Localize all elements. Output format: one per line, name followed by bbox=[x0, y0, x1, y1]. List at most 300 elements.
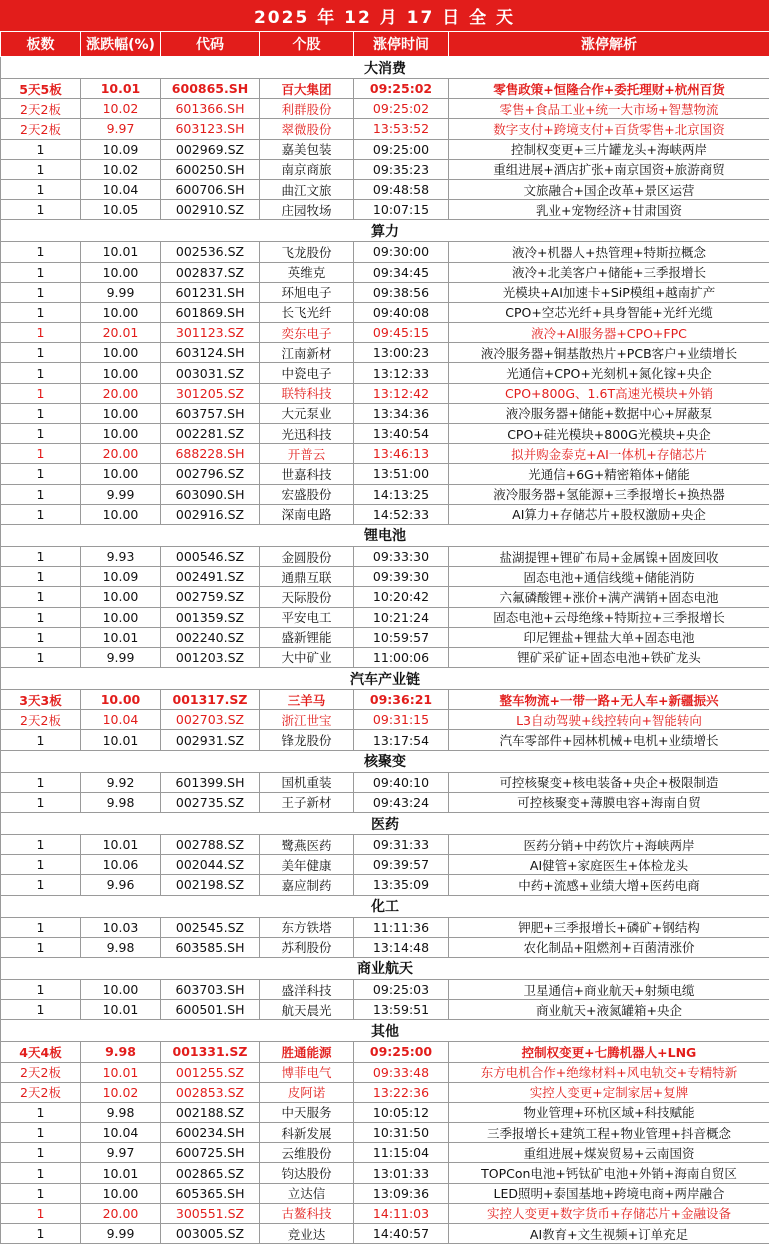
table-row bbox=[1, 567, 769, 587]
board-cell: 1 bbox=[1, 1000, 81, 1020]
limit-time-cell: 09:35:23 bbox=[354, 159, 449, 179]
table-row bbox=[1, 792, 769, 812]
limit-time-cell: 14:11:03 bbox=[354, 1203, 449, 1223]
change-cell: 10.01 bbox=[81, 627, 161, 647]
stock-name-cell: 锋龙股份 bbox=[260, 730, 354, 750]
table-row bbox=[1, 282, 769, 302]
stock-name-cell: 东方铁塔 bbox=[260, 917, 354, 937]
analysis-cell: 数字支付+跨境支付+百货零售+北京国资 bbox=[449, 119, 769, 139]
board-cell: 2天2板 bbox=[1, 119, 81, 139]
stock-name-cell: 国机重装 bbox=[260, 772, 354, 792]
change-cell: 10.01 bbox=[81, 730, 161, 750]
table-row bbox=[1, 647, 769, 667]
table-row bbox=[1, 79, 769, 99]
board-cell: 1 bbox=[1, 363, 81, 383]
section-header-row bbox=[1, 895, 769, 917]
analysis-cell: 液冷+北美客户+储能+三季报增长 bbox=[449, 262, 769, 282]
board-cell: 1 bbox=[1, 302, 81, 322]
table-row bbox=[1, 1203, 769, 1223]
section-title: 医药 bbox=[1, 813, 769, 835]
code-cell: 002910.SZ bbox=[161, 200, 260, 220]
code-cell: 603123.SH bbox=[161, 119, 260, 139]
change-cell: 10.02 bbox=[81, 99, 161, 119]
code-cell: 601399.SH bbox=[161, 772, 260, 792]
table-row bbox=[1, 1143, 769, 1163]
code-cell: 605365.SH bbox=[161, 1183, 260, 1203]
analysis-cell: 文旅融合+国企改革+景区运营 bbox=[449, 179, 769, 199]
code-cell: 002188.SZ bbox=[161, 1102, 260, 1122]
change-cell: 10.00 bbox=[81, 587, 161, 607]
section-title: 算力 bbox=[1, 220, 769, 242]
table-row bbox=[1, 242, 769, 262]
board-cell: 1 bbox=[1, 323, 81, 343]
analysis-cell: 光通信+CPO+光刻机+氮化镓+央企 bbox=[449, 363, 769, 383]
table-row bbox=[1, 119, 769, 139]
change-cell: 20.00 bbox=[81, 444, 161, 464]
change-cell: 10.00 bbox=[81, 403, 161, 423]
table-row bbox=[1, 587, 769, 607]
code-cell: 600865.SH bbox=[161, 79, 260, 99]
code-cell: 002703.SZ bbox=[161, 710, 260, 730]
limit-time-cell: 09:25:02 bbox=[354, 99, 449, 119]
board-cell: 1 bbox=[1, 343, 81, 363]
analysis-cell: 汽车零部件+园林机械+电机+业绩增长 bbox=[449, 730, 769, 750]
limit-time-cell: 14:52:33 bbox=[354, 504, 449, 524]
table-row bbox=[1, 484, 769, 504]
stock-name-cell: 胜通能源 bbox=[260, 1042, 354, 1062]
stock-name-cell: 钧达股份 bbox=[260, 1163, 354, 1183]
board-cell: 5天5板 bbox=[1, 79, 81, 99]
board-cell: 1 bbox=[1, 546, 81, 566]
limit-time-cell: 09:38:56 bbox=[354, 282, 449, 302]
limit-time-cell: 09:33:30 bbox=[354, 546, 449, 566]
stock-name-cell: 云维股份 bbox=[260, 1143, 354, 1163]
analysis-cell: 重组进展+煤炭贸易+云南国资 bbox=[449, 1143, 769, 1163]
analysis-cell: 固态电池+通信线缆+储能消防 bbox=[449, 567, 769, 587]
stock-name-cell: 大中矿业 bbox=[260, 647, 354, 667]
table-row bbox=[1, 179, 769, 199]
change-cell: 9.97 bbox=[81, 1143, 161, 1163]
analysis-cell: 物业管理+环杭区域+科技赋能 bbox=[449, 1102, 769, 1122]
limit-time-cell: 14:13:25 bbox=[354, 484, 449, 504]
code-cell: 001359.SZ bbox=[161, 607, 260, 627]
limit-time-cell: 09:45:15 bbox=[354, 323, 449, 343]
code-cell: 301205.SZ bbox=[161, 383, 260, 403]
code-cell: 603124.SH bbox=[161, 343, 260, 363]
analysis-cell: 印尼锂盐+锂盐大单+固态电池 bbox=[449, 627, 769, 647]
table-row bbox=[1, 1224, 769, 1244]
table-row bbox=[1, 835, 769, 855]
table-row bbox=[1, 262, 769, 282]
limit-time-cell: 14:40:57 bbox=[354, 1224, 449, 1244]
analysis-cell: 实控人变更+数字货币+存储芯片+金融设备 bbox=[449, 1203, 769, 1223]
stock-name-cell: 利群股份 bbox=[260, 99, 354, 119]
stock-name-cell: 光迅科技 bbox=[260, 424, 354, 444]
col-header-change: 涨跌幅(%) bbox=[81, 32, 161, 57]
stock-name-cell: 嘉美包装 bbox=[260, 139, 354, 159]
board-cell: 1 bbox=[1, 567, 81, 587]
stock-name-cell: 天际股份 bbox=[260, 587, 354, 607]
table-row bbox=[1, 383, 769, 403]
table-body bbox=[1, 57, 769, 1244]
stock-name-cell: 科新发展 bbox=[260, 1123, 354, 1143]
analysis-cell: CPO+800G、1.6T高速光模块+外销 bbox=[449, 383, 769, 403]
table-row bbox=[1, 302, 769, 322]
board-cell: 1 bbox=[1, 917, 81, 937]
col-header-board: 板数 bbox=[1, 32, 81, 57]
stock-name-cell: 金圆股份 bbox=[260, 546, 354, 566]
code-cell: 002281.SZ bbox=[161, 424, 260, 444]
limit-time-cell: 11:00:06 bbox=[354, 647, 449, 667]
limit-time-cell: 13:35:09 bbox=[354, 875, 449, 895]
table-row bbox=[1, 730, 769, 750]
code-cell: 002916.SZ bbox=[161, 504, 260, 524]
change-cell: 9.99 bbox=[81, 1224, 161, 1244]
section-header-row bbox=[1, 524, 769, 546]
limit-time-cell: 09:31:33 bbox=[354, 835, 449, 855]
board-cell: 1 bbox=[1, 464, 81, 484]
section-title: 大消费 bbox=[1, 57, 769, 79]
table-row bbox=[1, 1082, 769, 1102]
table-row bbox=[1, 627, 769, 647]
limit-time-cell: 11:11:36 bbox=[354, 917, 449, 937]
change-cell: 9.92 bbox=[81, 772, 161, 792]
change-cell: 20.01 bbox=[81, 323, 161, 343]
stock-name-cell: 奕东电子 bbox=[260, 323, 354, 343]
limit-time-cell: 09:25:00 bbox=[354, 1042, 449, 1062]
section-header-row bbox=[1, 668, 769, 690]
analysis-cell: 六氟磷酸锂+涨价+满产满销+固态电池 bbox=[449, 587, 769, 607]
board-cell: 1 bbox=[1, 159, 81, 179]
limit-time-cell: 09:40:08 bbox=[354, 302, 449, 322]
code-cell: 600706.SH bbox=[161, 179, 260, 199]
analysis-cell: 中药+流感+业绩大增+医药电商 bbox=[449, 875, 769, 895]
code-cell: 002044.SZ bbox=[161, 855, 260, 875]
section-title: 汽车产业链 bbox=[1, 668, 769, 690]
table-row bbox=[1, 772, 769, 792]
board-cell: 1 bbox=[1, 1183, 81, 1203]
code-cell: 603757.SH bbox=[161, 403, 260, 423]
code-cell: 600234.SH bbox=[161, 1123, 260, 1143]
stock-name-cell: 百大集团 bbox=[260, 79, 354, 99]
board-cell: 1 bbox=[1, 1203, 81, 1223]
board-cell: 1 bbox=[1, 979, 81, 999]
change-cell: 10.00 bbox=[81, 1183, 161, 1203]
analysis-cell: 拟并购金泰克+AI一体机+存储芯片 bbox=[449, 444, 769, 464]
board-cell: 1 bbox=[1, 444, 81, 464]
board-cell: 1 bbox=[1, 383, 81, 403]
limit-time-cell: 09:31:15 bbox=[354, 710, 449, 730]
limit-time-cell: 13:17:54 bbox=[354, 730, 449, 750]
table-row bbox=[1, 323, 769, 343]
limit-time-cell: 13:12:42 bbox=[354, 383, 449, 403]
board-cell: 1 bbox=[1, 1163, 81, 1183]
limit-time-cell: 10:59:57 bbox=[354, 627, 449, 647]
change-cell: 10.02 bbox=[81, 159, 161, 179]
board-cell: 2天2板 bbox=[1, 710, 81, 730]
board-cell: 1 bbox=[1, 1123, 81, 1143]
board-cell: 1 bbox=[1, 627, 81, 647]
change-cell: 10.00 bbox=[81, 504, 161, 524]
analysis-cell: 锂矿采矿证+固态电池+铁矿龙头 bbox=[449, 647, 769, 667]
table-row bbox=[1, 504, 769, 524]
stock-name-cell: 翠微股份 bbox=[260, 119, 354, 139]
board-cell: 1 bbox=[1, 835, 81, 855]
analysis-cell: CPO+硅光模块+800G光模块+央企 bbox=[449, 424, 769, 444]
table-row bbox=[1, 690, 769, 710]
limit-time-cell: 13:12:33 bbox=[354, 363, 449, 383]
table-row bbox=[1, 343, 769, 363]
limit-time-cell: 10:20:42 bbox=[354, 587, 449, 607]
limit-time-cell: 13:01:33 bbox=[354, 1163, 449, 1183]
analysis-cell: 三季报增长+建筑工程+物业管理+抖音概念 bbox=[449, 1123, 769, 1143]
stock-name-cell: 南京商旅 bbox=[260, 159, 354, 179]
analysis-cell: 医药分销+中药饮片+海峡两岸 bbox=[449, 835, 769, 855]
table-row bbox=[1, 464, 769, 484]
code-cell: 688228.SH bbox=[161, 444, 260, 464]
stock-name-cell: 长飞光纤 bbox=[260, 302, 354, 322]
change-cell: 20.00 bbox=[81, 1203, 161, 1223]
change-cell: 10.01 bbox=[81, 242, 161, 262]
analysis-cell: 液冷+机器人+热管理+特斯拉概念 bbox=[449, 242, 769, 262]
code-cell: 002240.SZ bbox=[161, 627, 260, 647]
table-row bbox=[1, 1183, 769, 1203]
board-cell: 1 bbox=[1, 242, 81, 262]
change-cell: 10.00 bbox=[81, 464, 161, 484]
limit-time-cell: 09:36:21 bbox=[354, 690, 449, 710]
board-cell: 1 bbox=[1, 730, 81, 750]
code-cell: 002545.SZ bbox=[161, 917, 260, 937]
code-cell: 600250.SH bbox=[161, 159, 260, 179]
limit-time-cell: 13:46:13 bbox=[354, 444, 449, 464]
code-cell: 002759.SZ bbox=[161, 587, 260, 607]
header-row bbox=[1, 32, 769, 57]
code-cell: 001255.SZ bbox=[161, 1062, 260, 1082]
board-cell: 1 bbox=[1, 772, 81, 792]
stock-name-cell: 航天晨光 bbox=[260, 1000, 354, 1020]
section-header-row bbox=[1, 1020, 769, 1042]
section-title: 核聚变 bbox=[1, 750, 769, 772]
code-cell: 002853.SZ bbox=[161, 1082, 260, 1102]
board-cell: 1 bbox=[1, 484, 81, 504]
table-row bbox=[1, 979, 769, 999]
change-cell: 10.00 bbox=[81, 302, 161, 322]
table-row bbox=[1, 1123, 769, 1143]
change-cell: 10.00 bbox=[81, 262, 161, 282]
limit-time-cell: 09:33:48 bbox=[354, 1062, 449, 1082]
board-cell: 4天4板 bbox=[1, 1042, 81, 1062]
code-cell: 002735.SZ bbox=[161, 792, 260, 812]
change-cell: 10.05 bbox=[81, 200, 161, 220]
stock-name-cell: 中瓷电子 bbox=[260, 363, 354, 383]
board-cell: 1 bbox=[1, 403, 81, 423]
limit-time-cell: 10:31:50 bbox=[354, 1123, 449, 1143]
change-cell: 9.96 bbox=[81, 875, 161, 895]
col-header-stock: 个股 bbox=[260, 32, 354, 57]
analysis-cell: 商业航天+液氮罐箱+央企 bbox=[449, 1000, 769, 1020]
stock-name-cell: 嘉应制药 bbox=[260, 875, 354, 895]
limit-time-cell: 09:25:00 bbox=[354, 139, 449, 159]
change-cell: 10.09 bbox=[81, 567, 161, 587]
change-cell: 10.01 bbox=[81, 1062, 161, 1082]
table-row bbox=[1, 546, 769, 566]
code-cell: 600725.SH bbox=[161, 1143, 260, 1163]
limit-time-cell: 09:34:45 bbox=[354, 262, 449, 282]
limit-time-cell: 13:22:36 bbox=[354, 1082, 449, 1102]
section-header-row bbox=[1, 957, 769, 979]
limit-time-cell: 13:14:48 bbox=[354, 937, 449, 957]
section-title: 化工 bbox=[1, 895, 769, 917]
board-cell: 1 bbox=[1, 937, 81, 957]
section-header-row bbox=[1, 750, 769, 772]
change-cell: 9.97 bbox=[81, 119, 161, 139]
stock-name-cell: 联特科技 bbox=[260, 383, 354, 403]
stock-name-cell: 古鳌科技 bbox=[260, 1203, 354, 1223]
code-cell: 002788.SZ bbox=[161, 835, 260, 855]
stock-name-cell: 平安电工 bbox=[260, 607, 354, 627]
table-row bbox=[1, 363, 769, 383]
change-cell: 10.01 bbox=[81, 1000, 161, 1020]
stock-name-cell: 盛新锂能 bbox=[260, 627, 354, 647]
board-cell: 1 bbox=[1, 1224, 81, 1244]
change-cell: 10.04 bbox=[81, 179, 161, 199]
board-cell: 2天2板 bbox=[1, 1082, 81, 1102]
analysis-cell: 控制权变更+三片罐龙头+海峡两岸 bbox=[449, 139, 769, 159]
analysis-cell: 零售+食品工业+统一大市场+智慧物流 bbox=[449, 99, 769, 119]
section-header-row bbox=[1, 813, 769, 835]
code-cell: 002969.SZ bbox=[161, 139, 260, 159]
stock-name-cell: 立达信 bbox=[260, 1183, 354, 1203]
change-cell: 10.03 bbox=[81, 917, 161, 937]
stock-name-cell: 皮阿诺 bbox=[260, 1082, 354, 1102]
change-cell: 9.98 bbox=[81, 1102, 161, 1122]
change-cell: 10.04 bbox=[81, 710, 161, 730]
change-cell: 9.99 bbox=[81, 647, 161, 667]
change-cell: 10.00 bbox=[81, 343, 161, 363]
limit-time-cell: 09:25:03 bbox=[354, 979, 449, 999]
table-row bbox=[1, 159, 769, 179]
change-cell: 10.04 bbox=[81, 1123, 161, 1143]
code-cell: 002865.SZ bbox=[161, 1163, 260, 1183]
board-cell: 1 bbox=[1, 875, 81, 895]
code-cell: 003031.SZ bbox=[161, 363, 260, 383]
change-cell: 9.99 bbox=[81, 484, 161, 504]
code-cell: 601366.SH bbox=[161, 99, 260, 119]
code-cell: 601231.SH bbox=[161, 282, 260, 302]
report-title: 2025 年 12 月 17 日 全 天 bbox=[0, 0, 769, 31]
analysis-cell: 实控人变更+定制家居+复牌 bbox=[449, 1082, 769, 1102]
limit-time-cell: 10:07:15 bbox=[354, 200, 449, 220]
table-row bbox=[1, 875, 769, 895]
change-cell: 10.06 bbox=[81, 855, 161, 875]
limit-time-cell: 13:09:36 bbox=[354, 1183, 449, 1203]
stock-name-cell: 曲江文旅 bbox=[260, 179, 354, 199]
board-cell: 1 bbox=[1, 424, 81, 444]
analysis-cell: 液冷服务器+氢能源+三季报增长+换热器 bbox=[449, 484, 769, 504]
board-cell: 1 bbox=[1, 1143, 81, 1163]
limit-time-cell: 09:43:24 bbox=[354, 792, 449, 812]
analysis-cell: 光模块+AI加速卡+SiP模组+越南扩产 bbox=[449, 282, 769, 302]
board-cell: 2天2板 bbox=[1, 1062, 81, 1082]
change-cell: 10.02 bbox=[81, 1082, 161, 1102]
code-cell: 002198.SZ bbox=[161, 875, 260, 895]
limit-time-cell: 13:34:36 bbox=[354, 403, 449, 423]
table-row bbox=[1, 1062, 769, 1082]
stock-name-cell: 王子新材 bbox=[260, 792, 354, 812]
board-cell: 1 bbox=[1, 855, 81, 875]
analysis-cell: 液冷服务器+铜基散热片+PCB客户+业绩增长 bbox=[449, 343, 769, 363]
analysis-cell: 乳业+宠物经济+甘肃国资 bbox=[449, 200, 769, 220]
limit-time-cell: 09:48:58 bbox=[354, 179, 449, 199]
section-title: 锂电池 bbox=[1, 524, 769, 546]
code-cell: 603585.SH bbox=[161, 937, 260, 957]
change-cell: 10.00 bbox=[81, 690, 161, 710]
change-cell: 9.93 bbox=[81, 546, 161, 566]
analysis-cell: 卫星通信+商业航天+射频电缆 bbox=[449, 979, 769, 999]
table-row bbox=[1, 937, 769, 957]
analysis-cell: 控制权变更+七腾机器人+LNG bbox=[449, 1042, 769, 1062]
board-cell: 2天2板 bbox=[1, 99, 81, 119]
stock-name-cell: 宏盛股份 bbox=[260, 484, 354, 504]
section-title: 其他 bbox=[1, 1020, 769, 1042]
table-row bbox=[1, 607, 769, 627]
col-header-code: 代码 bbox=[161, 32, 260, 57]
table-row bbox=[1, 1163, 769, 1183]
limit-time-cell: 10:21:24 bbox=[354, 607, 449, 627]
stock-name-cell: 江南新材 bbox=[260, 343, 354, 363]
limit-time-cell: 11:15:04 bbox=[354, 1143, 449, 1163]
limit-time-cell: 13:51:00 bbox=[354, 464, 449, 484]
stock-name-cell: 大元泵业 bbox=[260, 403, 354, 423]
change-cell: 10.00 bbox=[81, 363, 161, 383]
code-cell: 000546.SZ bbox=[161, 546, 260, 566]
code-cell: 001203.SZ bbox=[161, 647, 260, 667]
stock-name-cell: 盛洋科技 bbox=[260, 979, 354, 999]
limit-up-table bbox=[0, 31, 769, 1244]
col-header-time: 涨停时间 bbox=[354, 32, 449, 57]
board-cell: 1 bbox=[1, 200, 81, 220]
analysis-cell: 盐湖提锂+锂矿布局+金属镍+固废回收 bbox=[449, 546, 769, 566]
table-row bbox=[1, 424, 769, 444]
analysis-cell: 光通信+6G+精密箱体+储能 bbox=[449, 464, 769, 484]
stock-name-cell: 苏利股份 bbox=[260, 937, 354, 957]
code-cell: 002491.SZ bbox=[161, 567, 260, 587]
section-title: 商业航天 bbox=[1, 957, 769, 979]
board-cell: 1 bbox=[1, 1102, 81, 1122]
code-cell: 002796.SZ bbox=[161, 464, 260, 484]
table-row bbox=[1, 200, 769, 220]
change-cell: 10.00 bbox=[81, 979, 161, 999]
table-row bbox=[1, 1102, 769, 1122]
limit-time-cell: 09:39:30 bbox=[354, 567, 449, 587]
table-row bbox=[1, 139, 769, 159]
code-cell: 003005.SZ bbox=[161, 1224, 260, 1244]
change-cell: 9.98 bbox=[81, 937, 161, 957]
code-cell: 301123.SZ bbox=[161, 323, 260, 343]
stock-name-cell: 鹭燕医药 bbox=[260, 835, 354, 855]
limit-time-cell: 13:00:23 bbox=[354, 343, 449, 363]
stock-name-cell: 深南电路 bbox=[260, 504, 354, 524]
board-cell: 1 bbox=[1, 282, 81, 302]
analysis-cell: 东方电机合作+绝缘材料+风电轨交+专精特新 bbox=[449, 1062, 769, 1082]
analysis-cell: 钾肥+三季报增长+磷矿+钢结构 bbox=[449, 917, 769, 937]
board-cell: 1 bbox=[1, 179, 81, 199]
analysis-cell: AI教育+文生视频+订单充足 bbox=[449, 1224, 769, 1244]
code-cell: 002837.SZ bbox=[161, 262, 260, 282]
analysis-cell: AI健管+家庭医生+体检龙头 bbox=[449, 855, 769, 875]
analysis-cell: TOPCon电池+钙钛矿电池+外销+海南自贸区 bbox=[449, 1163, 769, 1183]
table-row bbox=[1, 917, 769, 937]
